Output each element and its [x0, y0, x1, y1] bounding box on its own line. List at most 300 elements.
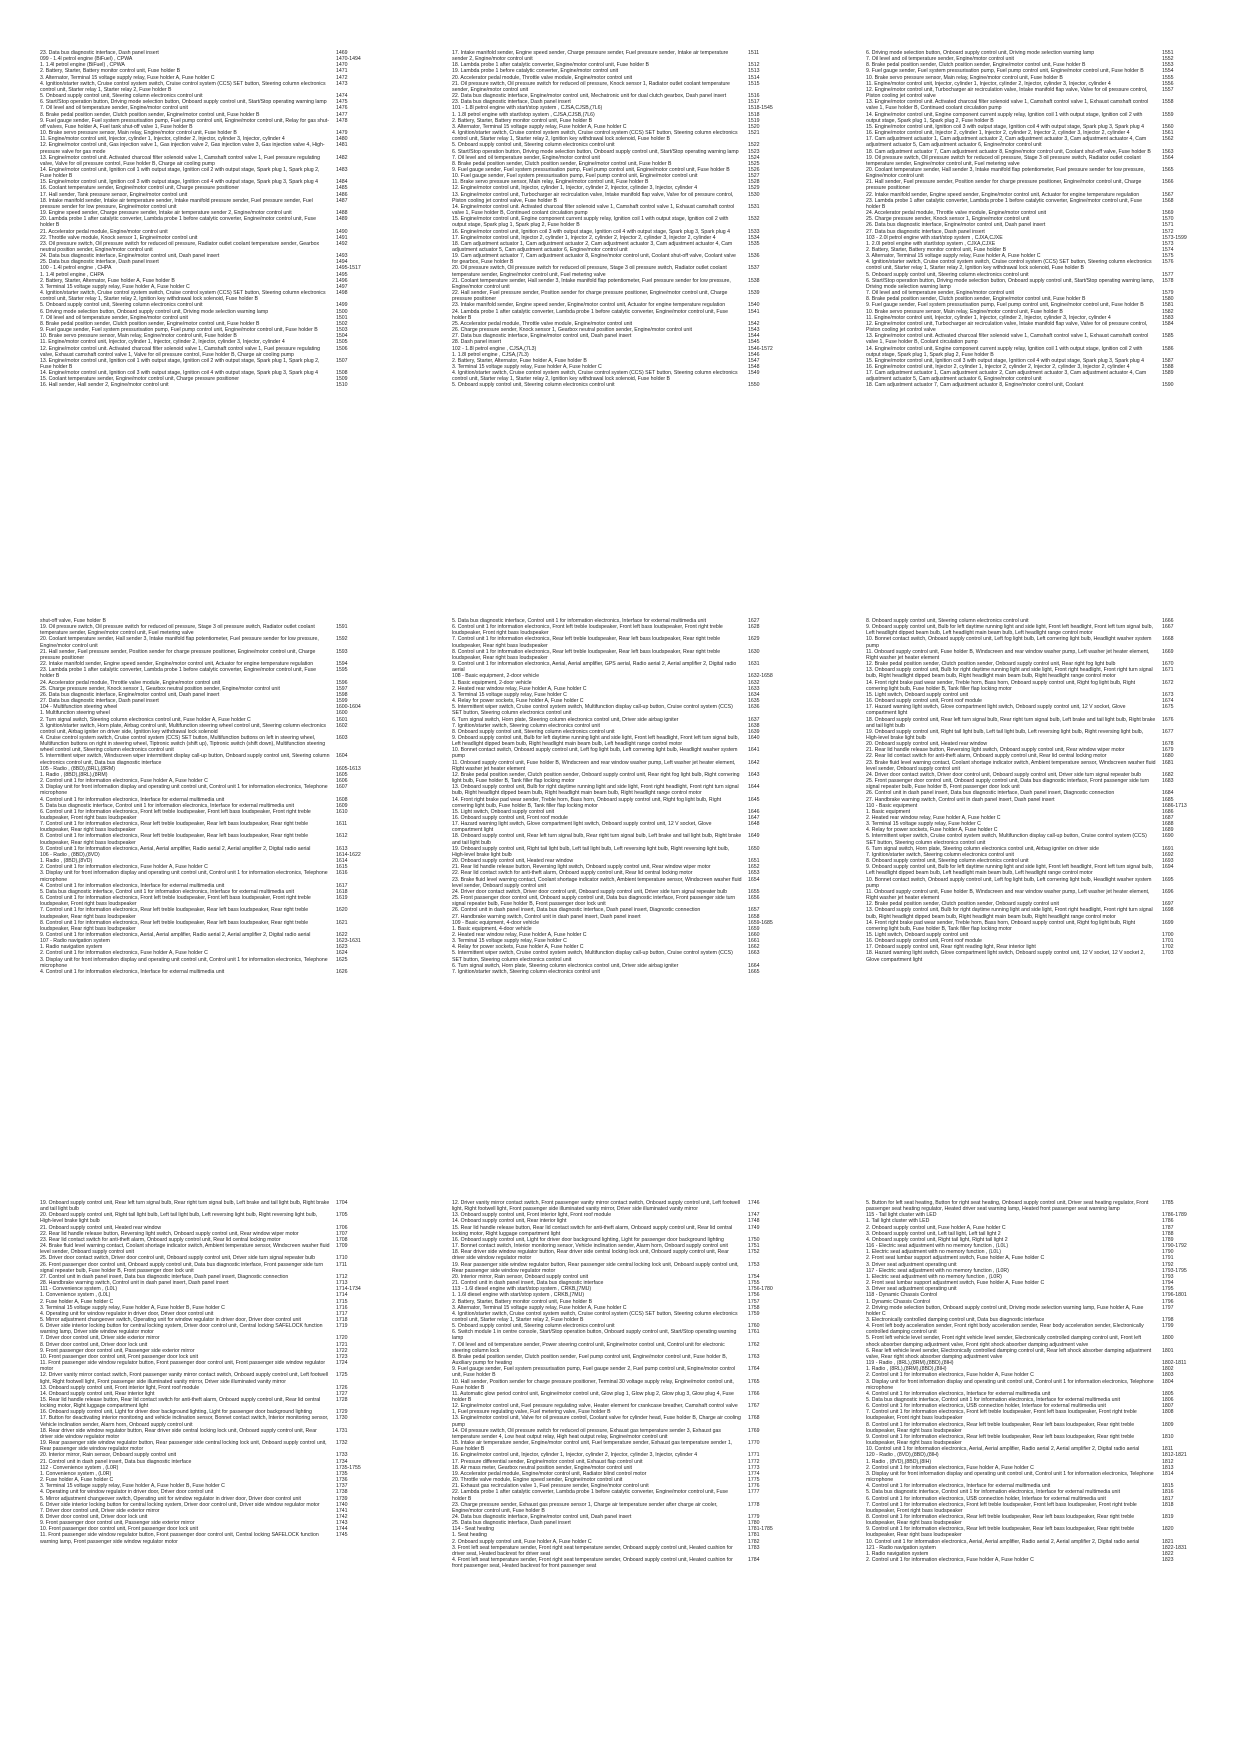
index-entry-row [40, 667, 370, 679]
page-number: 1728 [336, 1397, 348, 1403]
page-number: 1735 [336, 1470, 348, 1477]
index-entry-row [452, 735, 782, 747]
page-number: 1710 [336, 1255, 348, 1262]
entry-text: 4. Ignition/starter switch, Cruise control system switch, Cruise control system (CCS) SET button, Steering column electronics control unit, Starter relay 1, Starter relay 2, Ignition key withdrawal lock solenoid, Fuse holder B [452, 370, 738, 383]
index-entry-row [452, 370, 782, 382]
page-number: 1570 [1162, 216, 1174, 223]
index-entry-row [452, 833, 782, 845]
entry-text: 9. Onboard supply control unit, Bulb for left daytime running light and side light, Front left headlight, Front left turn signal bulb, Left headlight dipped beam bulb, Right headlight main beam bulb, Left headlight range control motor [452, 734, 739, 748]
entry-text: 21. Hall sender, Fuel pressure sender, Position sender for charge pressure positioner, Engine/motor control unit, Charge pressure positioner [866, 179, 1142, 192]
entry-text: 18. Cam adjustment actuator 1, Cam adjustment actuator 2, Cam adjustment actuator 3, Cam adjustment actuator 4, Cam adjustment actuator 5, Cam adjustment actuator 6, Engine/motor control unit [452, 240, 733, 253]
entry-text: 26. Data bus diagnostic interface, Engine/motor control unit, Dash panel insert [40, 691, 220, 698]
page-number: 1651 [748, 858, 760, 865]
entry-text: 19. Onboard supply control unit, Right tail light bulb, Left tail light bulb, Left reversing light bulb, Right reversing light bulb, High-level brake light bulb [866, 728, 1144, 741]
index-entry-row [40, 216, 370, 228]
entry-text: 1. Tail light cluster with LED [866, 1218, 930, 1225]
index-entry-row [452, 846, 782, 858]
page-number: 1727 [336, 1390, 348, 1397]
entry-text: 108 - Basic equipment, 2-door vehicle [452, 673, 540, 680]
entry-text: 8. Control unit 1 for information electronics, Rear left treble loudspeaker, Rear left bass loudspeaker, Rear right treble loudspeaker, Rear right bass loudspeaker [40, 919, 309, 932]
index-entry-row [866, 636, 1196, 648]
page-number: 1601 [336, 716, 348, 723]
entry-text: 13. Engine/motor control unit. Activated charcoal filter solenoid valve 1, Camshaft control valve 1, Fuel pressure regulating valve, Valve for oil pressure control, Fuse holder B, Charge air cooling pump [40, 154, 320, 167]
page-number: 1494 [336, 259, 348, 266]
entry-text: 13. Engine/motor control unit, Turbocharger air recirculation valve, Intake manifold flap valve, Valve for oil pressure control, Piston cooling jet control valve, Fuse holder B [452, 191, 734, 204]
page-number: 1490 [336, 228, 348, 235]
entry-text: 10. Front passenger door control unit, Front passenger door lock unit [40, 1526, 199, 1533]
entry-text: 6. Turn signal switch, Horn plate, Steering column electronics control unit, Driver side airbag igniter [452, 962, 679, 969]
page-number: 1528 [748, 179, 760, 186]
entry-text: 4. Operating unit for window regulator in driver door, Driver door control unit [40, 1310, 214, 1317]
page-number: 1554 [1162, 68, 1174, 75]
entry-text: 106 - Radio , (8BD),(8VD) [40, 851, 100, 858]
page-number: 1593 [336, 648, 348, 655]
entry-text: 23. Oil pressure switch, Oil pressure switch for reduced oil pressure, Radiator outlet coolant temperature sender, Gearbox neutral position sender, Engine/motor control unit [40, 240, 320, 253]
index-entry-row [452, 1440, 782, 1452]
page-number: 1809 [1162, 1421, 1174, 1428]
entry-text: 21. Rear lid handle release button, Reversing light switch, Onboard supply control unit, Rear window wiper motor [452, 864, 711, 871]
entry-text: 4. Ignition/starter switch, Cruise control system switch, Cruise control system (CCS) SET button, Steering column electronics control unit, Starter relay 1, Starter relay 2, Fuse holder B [452, 1310, 738, 1323]
index-entry-row [452, 278, 782, 290]
page-number: 1551 [1162, 50, 1174, 56]
index-entry-row [452, 1428, 782, 1440]
index-entry-row [40, 1323, 370, 1335]
page-number: 1764 [748, 1366, 760, 1373]
index-entry-row [40, 895, 370, 907]
entry-text: 21. Control unit in dash panel insert, Data bus diagnostic interface [452, 1280, 604, 1287]
entry-text: 3. Display unit for front information display and operating unit control unit, Control unit 1 for information electronics, Telephone microphone [40, 956, 328, 969]
page-number: 1744 [336, 1526, 348, 1533]
page-number: 1658 [748, 913, 760, 920]
page-number: 1662 [748, 944, 760, 951]
page-number: 1565 [1162, 166, 1174, 173]
index-entry-row [40, 1397, 370, 1409]
entry-text: 5. Onboard supply control unit, Steering column electronics control unit [452, 1323, 615, 1330]
index-column [866, 618, 1196, 1128]
entry-text: 4. Ignition/starter switch, Cruise control system switch, Cruise control system (CCS) SET button, Steering column electronics control unit, Starter relay 1, Starter relay 2, Fuse holder B [40, 80, 326, 93]
page-number: 1573-1599 [1162, 234, 1187, 241]
entry-text: 4. Onboard supply control unit, Right tail light, Right tail light 2 [866, 1236, 1008, 1243]
page-number: 1754 [748, 1273, 760, 1280]
entry-text: 20. Interior mirror, Rain sensor, Onboard supply control unit [40, 1452, 177, 1459]
index-entry-row [866, 155, 1196, 167]
index-entry-row [866, 1557, 1196, 1563]
page-number: 1793 [1162, 1273, 1174, 1280]
page-number: 1556 [1162, 80, 1174, 87]
page-number: 1686-1713 [1162, 802, 1187, 809]
index-entry-row [452, 1403, 782, 1415]
index-entry-row [452, 1391, 782, 1403]
entry-text: 21. Hall sender, Fuel pressure sender, Position sender for charge pressure positioner, Engine/motor control unit, Charge pressure positioner [40, 648, 316, 661]
index-entry-row [866, 1434, 1196, 1446]
entry-text: 9. Control unit 1 for information electronics, Aerial, Aerial amplifier, Radio aerial 2, Aerial amplifier 2, Digital radio aerial [40, 845, 311, 852]
index-entry-row [452, 192, 782, 204]
index-entry-row [452, 290, 782, 302]
entry-text: 116 - Electric seat adjustment with no memory function , (L0L) [866, 1243, 1009, 1250]
entry-text: 5. Onboard supply control unit, Steering column electronics control unit [452, 142, 615, 149]
entry-text: 18. Intake manifold sender, Intake air temperature sender, Intake manifold pressure sender, Fuel pressure sender, Fuel pressure sender for low pressure, Engine/motor control unit [40, 197, 313, 210]
page-number: 1600 [336, 710, 348, 717]
index-entry-row [40, 1262, 370, 1274]
index-entry-row [866, 1335, 1196, 1347]
index-entry-row [40, 920, 370, 932]
page-number: 1575 [1162, 253, 1174, 260]
entry-text: 1. 1.8l petrol engine with start/stop system , CJSA,CJSB,(7L6) [452, 111, 595, 118]
page-number: 1823 [1162, 1557, 1174, 1564]
entry-text: 10. Brake servo pressure sensor, Main relay, Engine/motor control unit, Fuse holder B [40, 333, 237, 340]
page-number: 1664 [748, 962, 760, 969]
entry-text: 19. Onboard supply control unit, Right tail light bulb, Left tail light bulb, Left reversing light bulb, Right reversing light bulb, High-level brake light bulb [452, 845, 730, 858]
entry-text: 4. Relay for power sockets, Fuse holder A, Fuse holder C [452, 698, 584, 705]
page-number: 1655 [748, 888, 760, 895]
entry-text: 1. Radio , (8BD),(8RL),(8RM) [40, 771, 108, 778]
index-entry-row [866, 717, 1196, 729]
entry-text: 6. Driving mode selection button, Onboard supply control unit, Driving mode selection warning lamp [866, 50, 1095, 56]
page-number: 1806 [1162, 1397, 1174, 1403]
index-entry-row [452, 309, 782, 321]
page-number: 1661 [748, 938, 760, 945]
page-number: 1569 [1162, 210, 1174, 217]
entry-text: 117 - Electric seat adjustment with no memory function , (L0R) [866, 1267, 1009, 1274]
page-number: 1678 [1162, 741, 1174, 748]
page-number: 1792 [1162, 1261, 1174, 1268]
page-number: 1723 [336, 1353, 348, 1360]
page-number: 1737 [336, 1483, 348, 1490]
index-entry-row [866, 667, 1196, 679]
page-number: 1821 [1162, 1538, 1174, 1545]
entry-text: 20. Coolant temperature sender, Hall sender 3, Intake manifold flap potentiometer, Fuel pressure sender for low pressure, Engine/motor control unit [40, 636, 319, 649]
page-number: 1822-1831 [1162, 1544, 1187, 1551]
entry-text: 3. Terminal 15 voltage supply relay, Fuse holder A, Fuse holder C [40, 283, 190, 290]
page-number: 1632 [748, 679, 760, 686]
entry-text: 21. Oil pressure switch, Oil pressure switch for reduced oil pressure, Knock sensor 1, Radiator outlet coolant temperature sender, Engine/motor control unit [452, 80, 730, 93]
index-entry-row [452, 624, 782, 636]
index-entry-row [866, 87, 1196, 99]
page-number: 1715 [336, 1298, 348, 1305]
index-entry-row [866, 333, 1196, 345]
page-number: 1765 [748, 1378, 760, 1385]
entry-text: 1. Electric seat adjustment with no memory function , (L0R) [866, 1273, 1002, 1280]
page-number: 1591 [336, 624, 348, 631]
entry-text: 25. Front passenger door control unit, Onboard supply control unit, Data bus diagnostic interface, Front passenger side turn signal repeater bulb, Fuse holder B, Front passenger door lock unit [452, 895, 736, 908]
entry-text: 16. Onboard supply control unit, Front roof module [866, 938, 982, 945]
page-number: 1702 [1162, 944, 1174, 951]
entry-text: 27. Handbrake warning switch, Control unit in dash panel insert, Dash panel insert [452, 913, 641, 920]
entry-text: 19. Cam adjustment actuator 7, Cam adjustment actuator 8, Engine/motor control unit, Coolant shut-off valve, Coolant valve for gearbox, Fuse holder B [452, 253, 736, 266]
entry-text: 7. Control unit 1 for information electronics, Rear left treble loudspeaker, Rear left bass loudspeaker, Rear right treble loudspeaker, Rear right bass loudspeaker [40, 907, 309, 920]
entry-text: 12. Engine/motor control unit, Gas injection valve 1, Gas injection valve 2, Gas injection valve 3, Gas injection valve 4, High-pressure valve for gas mode [40, 142, 325, 155]
entry-text: 8. Control unit 1 for information electronics, Rear left treble loudspeaker, Rear left bass loudspeaker, Rear right treble loudspeaker, Rear right bass loudspeaker [452, 648, 721, 661]
page-number: 1743 [336, 1520, 348, 1527]
page-number: 1701 [1162, 938, 1174, 945]
entry-text: 18. Lambda probe 1 after catalytic converter, Engine/motor control unit, Fuse holder B [452, 62, 649, 69]
index-entry-row [452, 253, 782, 265]
page-number: 1473 [336, 80, 348, 87]
entry-text: 111 - Convenience system , (L0L) [40, 1286, 118, 1293]
page-number: 1469 [336, 50, 348, 56]
page-number: 1707 [336, 1230, 348, 1237]
index-entry-row [452, 772, 782, 784]
entry-text: 11. Front passenger side window regulator button, Front passenger door control unit, Front passenger side window regulator motor [40, 1360, 326, 1373]
entry-text: 9. Fuel gauge sender, Fuel system pressurisation pump, Fuel pump control unit, Engine/motor control unit, Fuse holder B [866, 68, 1144, 75]
page-number: 1615 [336, 864, 348, 871]
page-number: 1520 [748, 123, 760, 130]
index-column [40, 50, 370, 560]
page-number: 1777 [748, 1489, 760, 1496]
index-entry-row [866, 920, 1196, 932]
entry-text: 15. Coolant temperature sender, Engine/motor control unit, Charge pressure positioner [40, 376, 239, 383]
page-number: 1750 [748, 1236, 760, 1243]
page-number: 1685 [1162, 796, 1174, 803]
page-number: 1756-1780 [748, 1286, 773, 1293]
entry-text: 1. Electric seat adjustment with no memory function , (L0L) [866, 1249, 1001, 1256]
entry-text: 27. Data bus diagnostic interface, Dash panel insert [866, 228, 985, 235]
entry-text: 8. Brake pedal position sender, Clutch position sender, Engine/motor control unit, Fuse holder B [40, 111, 260, 118]
page-number: 1673 [1162, 691, 1174, 698]
entry-text: 8. Brake pedal position sender, Clutch position sender, Engine/motor control unit, Fuse holder B [866, 62, 1086, 69]
entry-text: 10. Control unit 1 for information electronics, Aerial, Aerial amplifier, Radio aerial 2, Aerial amplifier 2, Digital radio aerial [866, 1446, 1140, 1453]
page-number: 1647 [748, 815, 760, 821]
entry-text: 10. Front passenger door control unit, Front passenger door lock unit [40, 1353, 199, 1360]
entry-text: 1. Seat heating [452, 1532, 487, 1539]
entry-text: 19. Accelerator pedal module, Engine/motor control unit, Radiator blind control motor [452, 1470, 647, 1477]
page-number: 1668 [1162, 636, 1174, 643]
index-entry-row [866, 382, 1196, 388]
page-number: 1629 [748, 636, 760, 643]
entry-text: 26. Data bus diagnostic interface, Engine/motor control unit, Dash panel insert [866, 222, 1046, 229]
index-entry-row [866, 1323, 1196, 1335]
entry-text: 9. Fuel gauge sender, Fuel system pressurisation pump, Fuel pump control unit, Engine/motor control unit, Fuse holder B [452, 166, 730, 173]
entry-text: 2. Heated rear window relay, Fuse holder A, Fuse holder C [452, 931, 587, 938]
entry-text: 16. Onboard supply control unit, Light for driver door background lighting, Light for passenger door background lighting [452, 1236, 724, 1243]
entry-text: 13. Onboard supply control unit, Bulb for right daytime running light and side light, Front right headlight, Front right turn signal bulb, Right headlight dipped beam bulb, Right headlight main beam bulb, Right headlight range control motor [866, 667, 1153, 680]
entry-text: 13. Engine/motor control unit. Activated charcoal filter solenoid valve 1, Camshaft control valve 1, Exhaust camshaft control valve 1, Fuse holder B, Continued coolant circulation pump [866, 99, 1149, 112]
entry-text: 7. Oil level and oil temperature sender, Power steering control unit, Engine/motor control unit, Control unit for electronic steering column lock [452, 1341, 725, 1354]
page-number: 1578 [1162, 277, 1174, 284]
entry-text: 7. Oil level and oil temperature sender, Engine/motor control unit [40, 314, 188, 321]
entry-text: 16. Engine/motor control unit, Injector 2, cylinder 1, Injector 2, cylinder 2, Injector 2, cylinder 3, Injector 2, cylinder 4 [866, 363, 1130, 370]
index-entry-row [452, 265, 782, 277]
entry-text: 23. Intake manifold sender, Engine speed sender, Engine/motor control unit, Actuator for engine temperature regulation [452, 302, 726, 309]
page-number: 1504 [336, 333, 348, 340]
page-number: 1689 [1162, 827, 1174, 834]
page-number: 1536 [748, 253, 760, 260]
entry-text: 6. Start/Stop operation button, Driving mode selection button, Onboard supply control unit, Start/Stop operating warning lamp, Driving mode selection warning lamp [866, 277, 1155, 290]
entry-text: 4. Relay for power sockets, Fuse holder A, Fuse holder C [866, 827, 998, 834]
entry-text: 099 - 1.4l petrol engine (BiFuel) , CPWA [40, 56, 133, 63]
entry-text: 2. Control unit 1 for information electronics, Fuse holder A, Fuse holder C [866, 1464, 1034, 1471]
entry-text: 21. Rear lid handle release button, Reversing light switch, Onboard supply control unit, Rear window wiper motor [866, 747, 1125, 754]
entry-text: 25. Data bus diagnostic interface, Dash panel insert [452, 1520, 571, 1527]
entry-text: 11. Engine/motor control unit, Injector, cylinder 1, Injector, cylinder 2, Injector, cylinder 3, Injector, cylinder 4 [866, 314, 1111, 321]
index-entry-row [452, 241, 782, 253]
entry-text: 7. Oil level and oil temperature sender, Engine/motor control unit [866, 290, 1014, 297]
page-number: 1488 [336, 210, 348, 217]
entry-text: 6. Rear left vehicle level sender, Electronically controlled damping control unit, Rear left shock absorber damping adjustment valve, Rear right shock absorber damping adjustment valve [866, 1347, 1152, 1360]
index-entry-row [40, 907, 370, 919]
page-number: 1491 [336, 234, 348, 241]
entry-text: 15. Light switch, Onboard supply control unit [866, 691, 969, 698]
entry-text: 1. Dynamic Chassis Control [866, 1298, 931, 1305]
entry-text: 1. Radio navigation system [40, 944, 103, 951]
entry-text: 2. Battery, Starter, Alternator, Fuse holder A, Fuse holder B [452, 357, 587, 364]
page-number: 1602 [336, 722, 348, 729]
entry-text: 19. Oil pressure switch, Oil pressure switch for reduced oil pressure, Stage 3 oil pressure switch, Radiator outlet coolant temperature sender, Engine/motor control unit, Fuel metering valve [866, 154, 1141, 167]
entry-text: 1. Radio , (8BD),(8VD) [40, 858, 93, 865]
page-number: 1813 [1162, 1464, 1174, 1471]
page-number: 1733 [336, 1452, 348, 1459]
page-number: 1474 [336, 93, 348, 100]
entry-text: 6. Control unit 1 for information electronics, Front left treble loudspeaker, Front left bass loudspeaker, Front right treble loudspeaker, Front right bass loudspeaker [40, 895, 311, 908]
entry-text: 20. Onboard supply control unit, Heated rear window [866, 741, 988, 748]
page-number: 1514 [748, 74, 760, 81]
entry-text: 24. Data bus diagnostic interface, Engine/motor control unit, Dash panel insert [40, 253, 220, 260]
entry-text: 22. Throttle valve module, Knock sensor 1, Engine/motor control unit [40, 234, 198, 241]
page-number: 1587 [1162, 357, 1174, 364]
entry-text: 16. Engine/motor control unit, Injector, cylinder 1, Injector, cylinder 2, Injector, cylinder 3, Injector, cylinder 4 [452, 1452, 698, 1459]
entry-text: 28. Handbrake warning switch, Control unit in dash panel insert, Dash panel insert [40, 1280, 229, 1287]
page-number: 1538 [748, 277, 760, 284]
index-entry-row [452, 204, 782, 216]
entry-text: 102 - 1.8l petrol engine , CJSA,(7L3) [452, 345, 537, 352]
entry-text: 26. Charge pressure sender, Knock sensor 1, Gearbox neutral position sender, Engine/motor control unit [452, 327, 692, 334]
entry-text: 3. Alternator, Terminal 15 voltage supply relay, Fuse holder A, Fuse holder C [40, 74, 215, 81]
page-number: 1512 [748, 62, 760, 69]
entry-text: 2. Front seat lumbar support adjustment switch, Fuse holder A, Fuse holder C [866, 1280, 1045, 1287]
index-entry-row [40, 1200, 370, 1212]
page-number: 1822 [1162, 1550, 1174, 1557]
entry-text: 9. Fuel gauge sender, Fuel system pressurisation pump, Fuel pump control unit, Engine/motor control unit, Fuse holder B [40, 327, 318, 334]
page-number: 1638 [748, 722, 760, 729]
page-number: 1718 [336, 1316, 348, 1323]
index-entry-row [866, 1379, 1196, 1391]
page-number: 1634 [748, 691, 760, 698]
page-number: 1618 [336, 888, 348, 895]
index-entry-row [452, 661, 782, 673]
page-number: 1732 [336, 1440, 348, 1447]
entry-text: 8. Control unit 1 for information electronics, Rear left treble loudspeaker, Rear left bass loudspeaker, Rear right treble loudspeaker, Rear right bass loudspeaker [40, 833, 309, 846]
entry-text: 12. Engine/motor control unit, Turbocharger air recirculation valve, Intake manifold flap valve, Valve for oil pressure control, Piston cooling jet control valve [866, 86, 1148, 100]
entry-text: 3. Onboard supply control unit, Left tail light, Left tail light 2 [866, 1230, 1001, 1237]
entry-text: 9. Control unit 1 for information electronics, Rear left treble loudspeaker, Rear left bass loudspeaker, Rear right treble loudspeaker, Rear right bass loudspeaker [866, 1526, 1135, 1539]
entry-text: 23. Brake fluid level warning contact, Coolant shortage indicator switch, Ambient temperature sensor, Windscreen washer fluid level sender, Onboard supply control unit [866, 759, 1156, 772]
page-number: 1515 [748, 80, 760, 87]
entry-text: 5. Data bus diagnostic interface, Control unit 1 for information electronics, Interface for external multimedia unit [40, 888, 295, 895]
entry-text: 121 - Radio navigation system [866, 1544, 936, 1551]
page-number: 1716 [336, 1304, 348, 1311]
page-number: 1747 [748, 1212, 760, 1219]
page-number: 1761 [748, 1329, 760, 1336]
page-number: 1818 [1162, 1501, 1174, 1508]
page-number: 1711 [336, 1261, 348, 1268]
page-number: 1734 [336, 1458, 348, 1465]
entry-text: 9. Control unit 1 for information electronics, Aerial, Aerial amplifier, GPS aerial, Radio aerial 2, Aerial amplifier 2, Digital radio aerial [452, 661, 737, 674]
index-entry-row [40, 358, 370, 370]
index-entry-row [452, 1200, 782, 1212]
page-number: 1790 [1162, 1249, 1174, 1256]
page-number: 1706 [336, 1224, 348, 1231]
entry-text: 4. Ignition/starter switch, Cruise control system switch, Cruise control system (CCS) SET button, Steering column electronics control unit, Starter relay 1, Starter relay 2, Ignition key withdrawal lock solenoid, Fuse holder B [452, 130, 738, 143]
page-number: 1790-1792 [1162, 1243, 1187, 1250]
page-number: 1720 [336, 1335, 348, 1342]
index-entry-row [40, 1415, 370, 1427]
entry-text: 13. Engine/motor control unit, Valve for oil pressure control, Coolant valve for cylinder head, Fuse holder B, Charge air cooling pump [452, 1415, 741, 1428]
page-number: 1726 [336, 1384, 348, 1391]
page-number: 1697 [1162, 901, 1174, 908]
page-number: 1613 [336, 845, 348, 852]
index-entry-row [40, 649, 370, 661]
page-number: 1562 [1162, 136, 1174, 143]
entry-text: 115 - Tail light cluster with LED [866, 1212, 937, 1219]
entry-text: 3. Terminal 15 voltage supply relay, Fuse holder C [452, 691, 567, 698]
entry-text: 3. Terminal 15 voltage supply relay, Fuse holder A, Fuse holder C [452, 363, 602, 370]
page-number: 1768 [748, 1415, 760, 1422]
entry-text: 9. Fuel gauge sender, Fuel system pressurisation pump, Fuel gauge sender 2, Fuel pump control unit, Engine/motor control unit, Fuse holder B [452, 1366, 736, 1379]
page-number: 1692 [1162, 851, 1174, 858]
index-entry-row [452, 636, 782, 648]
page-number: 1621 [336, 919, 348, 926]
page-number: 1608 [336, 796, 348, 803]
page-number: 1766 [748, 1390, 760, 1397]
page-number: 1680 [1162, 753, 1174, 760]
entry-text: 22. Rear lid contact switch for anti-theft alarm, Onboard supply control unit, Rear lid central locking motor [452, 870, 693, 877]
page-number: 1605-1613 [336, 765, 361, 772]
entry-text: 11. Automatic glow period control unit, Engine/motor control unit, Glow plug 1, Glow plug 2, Glow plug 3, Glow plug 4, Fuse holder B [452, 1390, 734, 1403]
entry-text: 9. Control unit 1 for information electronics, Aerial, Aerial amplifier, Radio aerial 2, Aerial amplifier 2, Digital radio aerial [40, 931, 311, 938]
entry-text: 7. Driver door control unit, Driver side exterior mirror [40, 1335, 160, 1342]
page-number: 1577 [1162, 271, 1174, 278]
entry-text: 8. Driver door control unit, Driver door lock unit [40, 1513, 148, 1520]
entry-text: 3. Driver seat adjustment operating unit [866, 1261, 957, 1268]
page-number: 1489 [336, 216, 348, 223]
page-number: 1767 [748, 1403, 760, 1410]
entry-text: 20. Oil pressure switch, Oil pressure switch for reduced oil pressure, Stage 3 oil pressure switch, Radiator outlet coolant temperature sender, Engine/motor control unit, Fuel metering valve [452, 265, 727, 278]
entry-text: 17. Button for deactivating interior monitoring and vehicle inclination sensor, Bonnet contact switch, Interior monitoring sensor, Vehicle inclination sender, Alarm horn, Onboard supply control unit [40, 1415, 329, 1428]
entry-text: 13. Engine/motor control unit, Ignition coil 1 with output stage, Ignition coil 2 with output stage, Spark plug 1, Spark plug 2, Fuse holder B [40, 357, 320, 370]
page-number: 1676 [1162, 716, 1174, 723]
page-number: 1802 [1162, 1366, 1174, 1373]
index-entry-row [40, 735, 370, 753]
index-entry-row [40, 784, 370, 796]
page-number: 1769 [748, 1427, 760, 1434]
entry-text: 1. 1.8l petrol engine , CJSA,(7L3) [452, 351, 529, 358]
entry-text: 11. Engine/motor control unit, Injector, cylinder 1, Injector, cylinder 2, Injector, cylinder 3, Injector, cylinder 4 [40, 136, 285, 143]
page-number: 1472 [336, 74, 348, 81]
entry-text: 9. Fuel gauge sender, Fuel system pressurisation pump, Fuel pump control unit, Engine/motor control unit, Relay for gas shut-off valves, Fuse holder A, Fuel tank shut-off valve 1, Fuse holder B [40, 117, 329, 130]
entry-text: 16. Engine/motor control unit, Injector 2, cylinder 1, Injector 2, cylinder 2, Injector 2, cylinder 3, Injector 2, cylinder 4 [866, 130, 1130, 137]
entry-text: 20. Coolant temperature sender, Hall sender 3, Intake manifold flap potentiometer, Fuel pressure sender for low pressure, Engine/motor control unit [866, 166, 1145, 180]
entry-text: 9. Fuel gauge sender, Fuel system pressurisation pump, Fuel pump control unit, Engine/motor control unit, Fuse holder B [866, 302, 1144, 309]
entry-text: 1. Basic equipment, 4-door vehicle [452, 925, 532, 932]
page-number: 1558 [1162, 99, 1174, 106]
index-entry-row [40, 1212, 370, 1224]
entry-text: 17. Intake manifold sender, Engine speed sender, Charge pressure sender, Fuel pressure sender, Intake air temperature sender 2, Engine/motor control unit [452, 50, 729, 63]
page-number: 1532 [748, 216, 760, 223]
page-number: 1573 [1162, 240, 1174, 247]
page-number: 1751 [748, 1243, 760, 1250]
index-entry-row [866, 167, 1196, 179]
index-entry-row [40, 957, 370, 969]
page-number: 1522 [748, 142, 760, 149]
index-entry-row [866, 624, 1196, 636]
page-number: 1589 [1162, 370, 1174, 377]
entry-text: 21. Control unit in dash panel insert, Data bus diagnostic interface [40, 1458, 192, 1465]
entry-text: 14. Front right brake pad wear sender, Treble horn, Bass horn, Onboard supply control unit, Right fog light bulb, Right cornering light bulb, Fuse holder B, Tank filler flap locking motor [866, 679, 1136, 692]
page-number: 1552 [1162, 56, 1174, 63]
page-number: 1819 [1162, 1513, 1174, 1520]
page-number: 1729 [336, 1409, 348, 1416]
entry-text: 18. Cam adjustment actuator 7, Cam adjustment actuator 8, Engine/motor control unit, Coolant shut-off valve, Fuse holder B [866, 148, 1151, 155]
